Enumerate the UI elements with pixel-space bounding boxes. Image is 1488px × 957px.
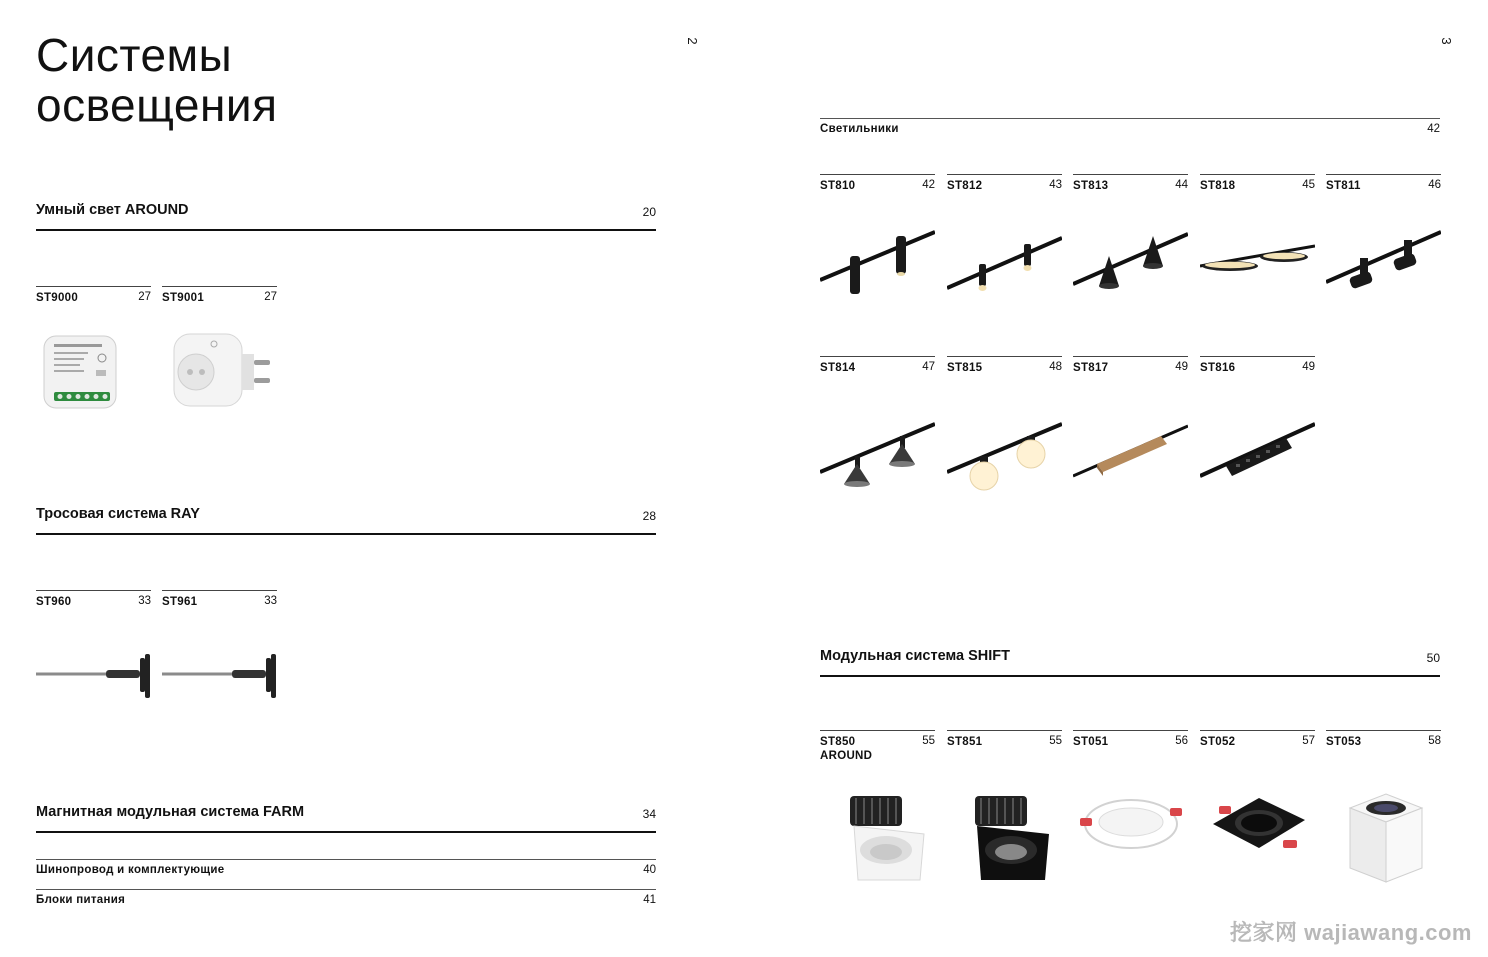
product-code: ST811 bbox=[1326, 180, 1361, 192]
title-line-2: освещения bbox=[36, 79, 278, 131]
watermark: 挖家网 wajiawang.com bbox=[1230, 920, 1472, 945]
track-spotlight-image bbox=[820, 222, 935, 300]
row-page: 41 bbox=[643, 894, 656, 906]
switch-module-image bbox=[40, 330, 122, 412]
product-page: 58 bbox=[1428, 735, 1441, 747]
product-st813[interactable] bbox=[1073, 174, 1188, 192]
page-number-right: 3 bbox=[1439, 37, 1454, 45]
product-st816[interactable] bbox=[1200, 356, 1315, 374]
section-title-farm[interactable]: Магнитная модульная система FARM bbox=[36, 804, 305, 820]
track-pendant-image bbox=[947, 222, 1062, 300]
product-st814[interactable] bbox=[820, 356, 935, 374]
product-page: 45 bbox=[1302, 179, 1315, 191]
product-st811[interactable] bbox=[1326, 174, 1441, 192]
product-code: ST053 bbox=[1326, 736, 1362, 748]
product-page: 56 bbox=[1175, 735, 1188, 747]
smart-plug-image bbox=[170, 330, 276, 412]
product-code: ST051 bbox=[1073, 736, 1109, 748]
page-number-left: 2 bbox=[685, 37, 700, 45]
product-code: ST960 bbox=[36, 596, 72, 608]
product-code: ST9000 bbox=[36, 292, 79, 304]
product-st818[interactable] bbox=[1200, 174, 1315, 192]
product-page: 49 bbox=[1175, 361, 1188, 373]
track-bell-pendant-image bbox=[820, 412, 935, 492]
product-st052[interactable] bbox=[1200, 730, 1315, 748]
product-st051[interactable] bbox=[1073, 730, 1188, 748]
product-st053[interactable] bbox=[1326, 730, 1441, 748]
product-st817[interactable] bbox=[1073, 356, 1188, 374]
section-title-ray[interactable]: Тросовая система RAY bbox=[36, 506, 200, 522]
section-page-luminaires: 42 bbox=[1427, 123, 1440, 135]
section-page-farm: 34 bbox=[642, 807, 656, 821]
recessed-ring-white-image bbox=[1078, 790, 1184, 860]
track-cone-image bbox=[1073, 222, 1188, 300]
product-code: ST818 bbox=[1200, 180, 1236, 192]
title-line-1: Системы bbox=[36, 29, 233, 81]
product-code: ST9001 bbox=[162, 292, 205, 304]
section-title-luminaires[interactable]: Светильники bbox=[820, 123, 899, 135]
product-code: ST816 bbox=[1200, 362, 1236, 374]
downlight-black-image bbox=[965, 790, 1055, 888]
product-code: ST817 bbox=[1073, 362, 1109, 374]
row-page: 40 bbox=[643, 864, 656, 876]
track-globe-image bbox=[947, 412, 1062, 492]
section-title-around[interactable]: Умный свет AROUND bbox=[36, 202, 189, 218]
product-page: 44 bbox=[1175, 179, 1188, 191]
section-rule bbox=[36, 831, 656, 833]
product-st9001[interactable] bbox=[162, 286, 277, 304]
product-page: 46 bbox=[1428, 179, 1441, 191]
product-st815[interactable] bbox=[947, 356, 1062, 374]
product-st960[interactable] bbox=[36, 590, 151, 608]
track-disc-image bbox=[1200, 222, 1315, 300]
product-code: ST814 bbox=[820, 362, 856, 374]
row-busbar[interactable]: Шинопровод и комплектующие bbox=[36, 864, 225, 876]
cable-anchor-image bbox=[36, 650, 152, 702]
product-st9000[interactable] bbox=[36, 286, 151, 304]
product-code: ST815 bbox=[947, 362, 983, 374]
product-code: ST812 bbox=[947, 180, 983, 192]
product-st850-around[interactable] bbox=[820, 730, 935, 762]
section-page-ray: 28 bbox=[642, 509, 656, 523]
section-page-around: 20 bbox=[642, 205, 656, 219]
section-rule bbox=[820, 675, 1440, 677]
track-adjustable-spot-image bbox=[1326, 222, 1441, 300]
cable-anchor-image bbox=[162, 650, 278, 702]
product-st851[interactable] bbox=[947, 730, 1062, 748]
product-page: 42 bbox=[922, 179, 935, 191]
section-title-shift[interactable]: Модульная система SHIFT bbox=[820, 648, 1010, 664]
downlight-white-image bbox=[840, 790, 930, 888]
product-code: ST850 AROUND bbox=[820, 736, 873, 762]
recessed-frame-black-image bbox=[1205, 790, 1311, 866]
product-code: ST052 bbox=[1200, 736, 1236, 748]
product-code: ST851 bbox=[947, 736, 983, 748]
product-page: 33 bbox=[138, 595, 151, 607]
product-st810[interactable] bbox=[820, 174, 935, 192]
track-linear-grille-image bbox=[1200, 412, 1315, 492]
row-rule bbox=[36, 859, 656, 860]
section-rule bbox=[36, 533, 656, 535]
product-page: 49 bbox=[1302, 361, 1315, 373]
product-page: 33 bbox=[264, 595, 277, 607]
product-page: 47 bbox=[922, 361, 935, 373]
product-code: ST813 bbox=[1073, 180, 1109, 192]
product-page: 27 bbox=[264, 291, 277, 303]
section-rule bbox=[36, 229, 656, 231]
row-power-supplies[interactable]: Блоки питания bbox=[36, 894, 126, 906]
product-st961[interactable] bbox=[162, 590, 277, 608]
section-page-shift: 50 bbox=[1426, 651, 1440, 665]
page-title bbox=[36, 30, 456, 130]
product-code: ST810 bbox=[820, 180, 856, 192]
product-page: 48 bbox=[1049, 361, 1062, 373]
surface-cube-white-image bbox=[1344, 788, 1428, 886]
product-code: ST961 bbox=[162, 596, 198, 608]
product-page: 55 bbox=[922, 735, 935, 747]
product-page: 57 bbox=[1302, 735, 1315, 747]
product-page: 27 bbox=[138, 291, 151, 303]
product-page: 43 bbox=[1049, 179, 1062, 191]
track-linear-brass-image bbox=[1073, 412, 1188, 492]
product-page: 55 bbox=[1049, 735, 1062, 747]
row-rule bbox=[820, 118, 1440, 119]
product-st812[interactable] bbox=[947, 174, 1062, 192]
row-rule bbox=[36, 889, 656, 890]
